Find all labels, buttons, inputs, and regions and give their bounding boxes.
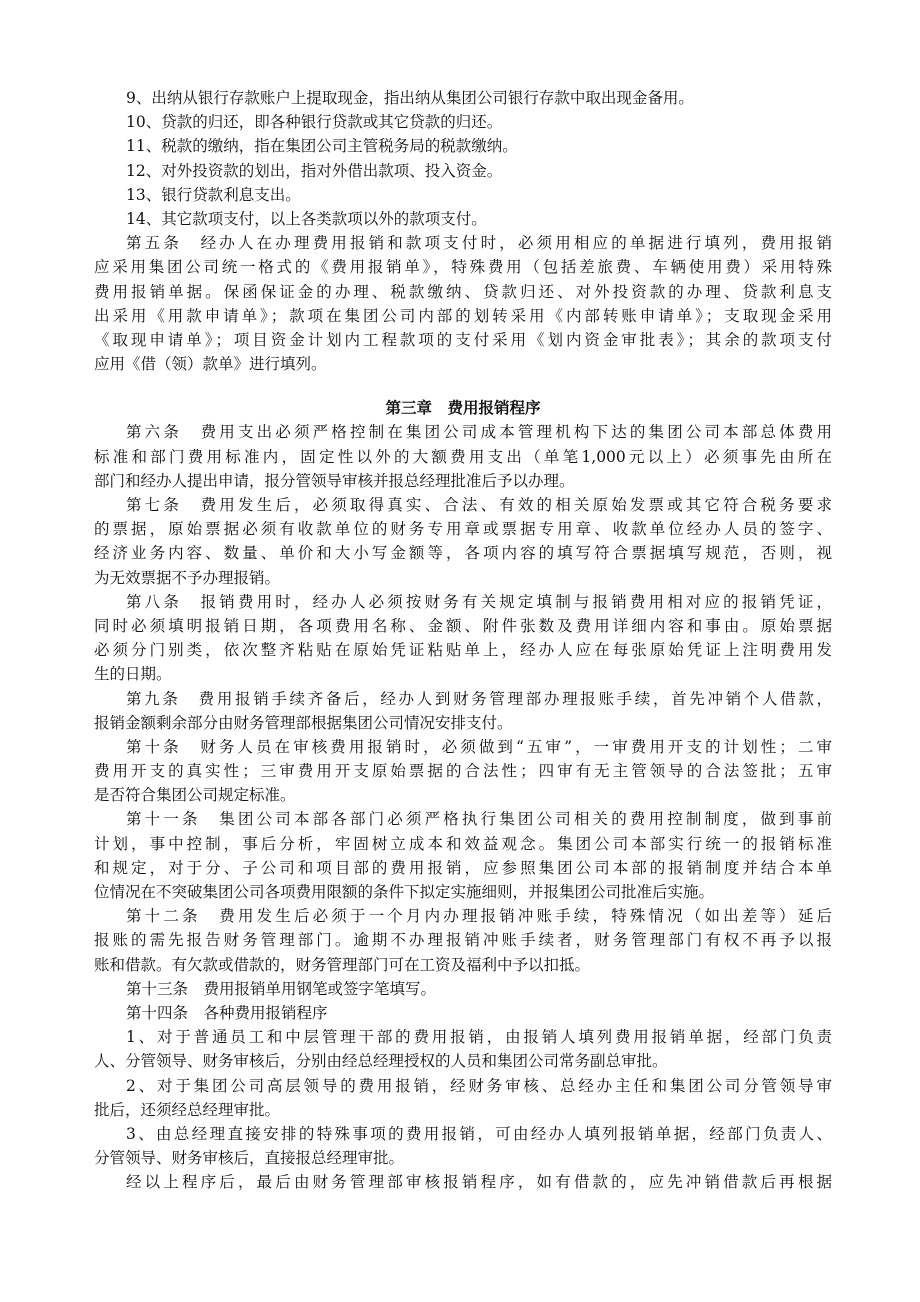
procedure-3 [94, 1122, 832, 1170]
list-item: 14、其它款项支付，以上各类款项以外的款项支付。 [126, 209, 487, 228]
paragraph-line: 第五条 经办人在办理费用报销和款项支付时，必须用相应的单据进行填列，费用报销 [126, 234, 832, 253]
spacer [94, 376, 832, 396]
paragraph-line: 必须分门别类，依次整齐粘贴在原始凭证粘贴单上，经办人应在每张原始凭证上注明费用发 [94, 641, 832, 660]
article-10 [94, 735, 832, 808]
paragraph-line: 报账的需先报告财务管理部门。逾期不办理报销冲账手续者，财务管理部门有权不再予以报 [94, 931, 832, 950]
paragraph-line: 费用开支的真实性；三审费用开支原始票据的合法性；四审有无主管领导的合法签批；五审 [94, 762, 832, 781]
article-7 [94, 493, 832, 590]
list-item: 13、银行贷款利息支出。 [126, 185, 301, 204]
procedure-1 [94, 1025, 832, 1073]
paragraph-line: 第九条 费用报销手续齐备后，经办人到财务管理部办理报账手续，首先冲销个人借款， [126, 689, 832, 708]
paragraph-line: 生的日期。 [94, 665, 172, 684]
paragraph-line: 2、对于集团公司高层领导的费用报销，经财务审核、总经办主任和集团公司分管领导审 [126, 1076, 832, 1095]
paragraph-line: 部门和经办人提出申请，报分管领导审核并报总经理批准后予以办理。 [94, 471, 575, 490]
article-13: 第十三条 费用报销单用钢笔或签字笔填写。 [126, 979, 437, 998]
article-5 [94, 231, 832, 376]
paragraph-line: 为无效票据不予办理报销。 [94, 568, 281, 587]
list-item: 10、贷款的归还，即各种银行贷款或其它贷款的归还。 [126, 113, 503, 132]
paragraph-line: 批后，还须经总经理审批。 [94, 1100, 281, 1119]
paragraph-line: 标准和部门费用标准内，固定性以外的大额费用支出（单笔1,000元以上）必须事先由所在 [94, 447, 832, 466]
document-page [94, 86, 832, 1194]
paragraph-line: 第十条 财务人员在审核费用报销时，必须做到“五审”，一审费用开支的计划性；二审 [126, 737, 832, 756]
article-12 [94, 904, 832, 977]
paragraph-line: 3、由总经理直接安排的特殊事项的费用报销，可由经办人填列报销单据，经部门负责人、 [126, 1124, 832, 1143]
paragraph-line: 《取现申请单》；项目资金计划内工程款项的支付采用《划内资金审批表》；其余的款项支付 [94, 330, 832, 349]
paragraph-line: 计划，事中控制，事后分析，牢固树立成本和效益观念。集团公司本部实行统一的报销标准 [94, 834, 832, 853]
paragraph-line: 位情况在不突破集团公司各项费用限额的条件下拟定实施细则，并报集团公司批准后实施。 [94, 883, 715, 901]
paragraph-line: 第七条 费用发生后，必须取得真实、合法、有效的相关原始发票或其它符合税务要求 [126, 496, 832, 514]
list-item: 12、对外投资款的划出，指对外借出款项、投入资金。 [126, 161, 503, 180]
paragraph-line: 应采用集团公司统一格式的《费用报销单》，特殊费用（包括差旅费、车辆使用费）采用特殊 [94, 258, 832, 277]
procedure-2 [94, 1074, 832, 1122]
paragraph-line: 和规定，对于分、子公司和项目部的费用报销，应参照集团公司本部的报销制度并结合本单 [94, 858, 832, 877]
article-11 [94, 807, 832, 904]
paragraph-line: 第六条 费用支出必须严格控制在集团公司成本管理机构下达的集团公司本部总体费用 [126, 423, 832, 442]
article-14: 第十四条 各种费用报销程序 [126, 1003, 328, 1022]
article-6 [94, 420, 832, 493]
list-items-9-14 [94, 86, 832, 231]
list-item: 9、出纳从银行存款账户上提取现金，指出纳从集团公司银行存款中取出现金备用。 [126, 89, 694, 107]
paragraph-line: 是否符合集团公司规定标准。 [94, 786, 296, 805]
article-9 [94, 687, 832, 735]
paragraph-line: 第八条 报销费用时，经办人必须按财务有关规定填制与报销费用相对应的报销凭证， [126, 592, 832, 611]
paragraph-line: 分管领导、财务审核后，直接报总经理审批。 [94, 1149, 405, 1168]
paragraph-line: 应用《借（领）款单》进行填列。 [94, 355, 327, 374]
paragraph-line: 报销金额剩余部分由财务管理部根据集团公司情况安排支付。 [94, 713, 513, 732]
article-8 [94, 590, 832, 687]
paragraph-line: 的票据，原始票据必须有收款单位的财务专用章或票据专用章、收款单位经办人员的签字、 [94, 520, 832, 539]
final-paragraph-line: 经以上程序后，最后由财务管理部审核报销程序，如有借款的，应先冲销借款后再根据 [126, 1173, 832, 1192]
list-item: 11、税款的缴纳，指在集团公司主管税务局的税款缴纳。 [126, 137, 518, 156]
paragraph-line: 同时必须填明报销日期，各项费用名称、金额、附件张数及费用详细内容和事由。原始票据 [94, 616, 832, 635]
paragraph-line: 人、分管领导、财务审核后，分别由经总经理授权的人员和集团公司常务副总审批。 [94, 1052, 668, 1071]
paragraph-line: 费用报销单据。保函保证金的办理、税款缴纳、贷款归还、对外投资款的办理、贷款利息支 [94, 282, 832, 301]
paragraph-line: 1、对于普通员工和中层管理干部的费用报销，由报销人填列费用报销单据，经部门负责 [126, 1028, 832, 1047]
paragraph-line: 经济业务内容、数量、单价和大小写金额等，各项内容的填写符合票据填写规范，否则，视 [94, 544, 832, 563]
chapter-title: 第三章 费用报销程序 [385, 399, 541, 418]
paragraph-line: 第十二条 费用发生后必须于一个月内办理报销冲账手续，特殊情况（如出差等）延后 [126, 907, 832, 926]
paragraph-line: 账和借款。有欠款或借款的，财务管理部门可在工资及福利中予以扣抵。 [94, 955, 591, 974]
paragraph-line: 第十一条 集团公司本部各部门必须严格执行集团公司相关的费用控制制度，做到事前 [126, 810, 832, 829]
paragraph-line: 出采用《用款申请单》；款项在集团公司内部的划转采用《内部转账申请单》；支取现金采用 [94, 306, 832, 325]
